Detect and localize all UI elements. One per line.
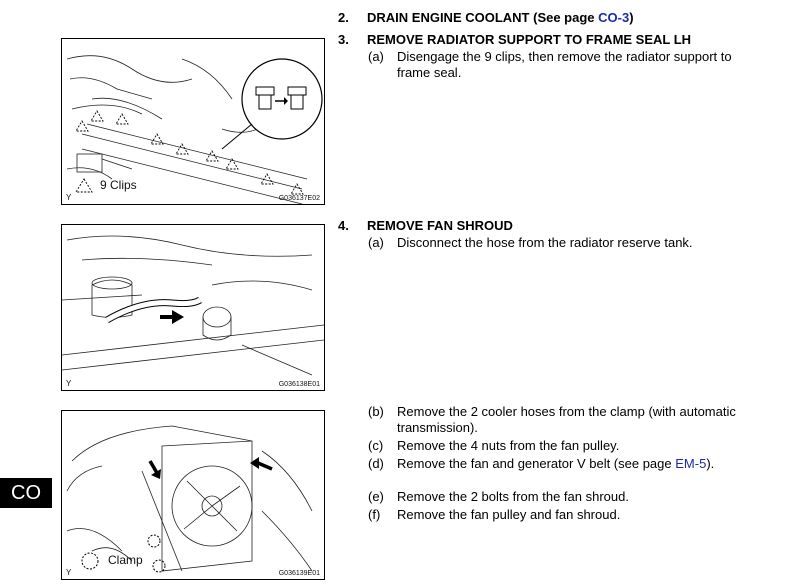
substep-text: Remove the fan pulley and fan shroud. bbox=[397, 507, 621, 522]
figure-caption: 9 Clips bbox=[100, 178, 137, 192]
figure-id: G036137E02 bbox=[278, 195, 320, 202]
substep-label: (a) bbox=[368, 49, 384, 64]
page-link-em-5[interactable]: EM-5 bbox=[675, 456, 707, 471]
step-number: 4. bbox=[338, 218, 349, 233]
step-number: 2. bbox=[338, 10, 349, 25]
figure-mark: Y bbox=[66, 193, 72, 202]
substep-text: Remove the fan and generator V belt (see page EM-5). bbox=[397, 456, 715, 471]
illustration-fan-shroud bbox=[62, 411, 324, 579]
figure-mark: Y bbox=[66, 379, 72, 388]
figure-mark: Y bbox=[66, 568, 72, 577]
figure-id: G036139E01 bbox=[278, 570, 320, 577]
section-tab: CO bbox=[0, 478, 52, 508]
substep-text: Remove the 4 nuts from the fan pulley. bbox=[397, 438, 620, 453]
substep-label: (b) bbox=[368, 404, 384, 419]
step-title: REMOVE FAN SHROUD bbox=[367, 218, 513, 233]
step-number: 3. bbox=[338, 32, 349, 47]
figure-caption: Clamp bbox=[108, 553, 143, 567]
figure-id: G036138E01 bbox=[278, 381, 320, 388]
substep-text: Disengage the 9 clips, then remove the radiator support to frame seal. bbox=[397, 49, 732, 80]
figure-fan-shroud bbox=[61, 410, 325, 580]
figure-clips bbox=[61, 38, 325, 205]
substep-label: (c) bbox=[368, 438, 384, 453]
substep-text: Disconnect the hose from the radiator reserve tank. bbox=[397, 235, 693, 250]
clip-marker bbox=[76, 121, 88, 131]
substep-label: (f) bbox=[368, 507, 381, 522]
substep-text: Remove the 2 bolts from the fan shroud. bbox=[397, 489, 629, 504]
step-title: REMOVE RADIATOR SUPPORT TO FRAME SEAL LH bbox=[367, 32, 692, 47]
step-title: DRAIN ENGINE COOLANT (See page CO-3) bbox=[367, 10, 634, 25]
substep-label: (e) bbox=[368, 489, 384, 504]
substep-text: Remove the 2 cooler hoses from the clamp (with automatic transmission). bbox=[397, 404, 736, 435]
figure-reserve-tank-hose bbox=[61, 224, 325, 391]
illustration-reserve-tank bbox=[62, 225, 324, 390]
substep-label: (d) bbox=[368, 456, 384, 471]
substep-label: (a) bbox=[368, 235, 384, 250]
page-link-co-3[interactable]: CO-3 bbox=[598, 10, 630, 25]
